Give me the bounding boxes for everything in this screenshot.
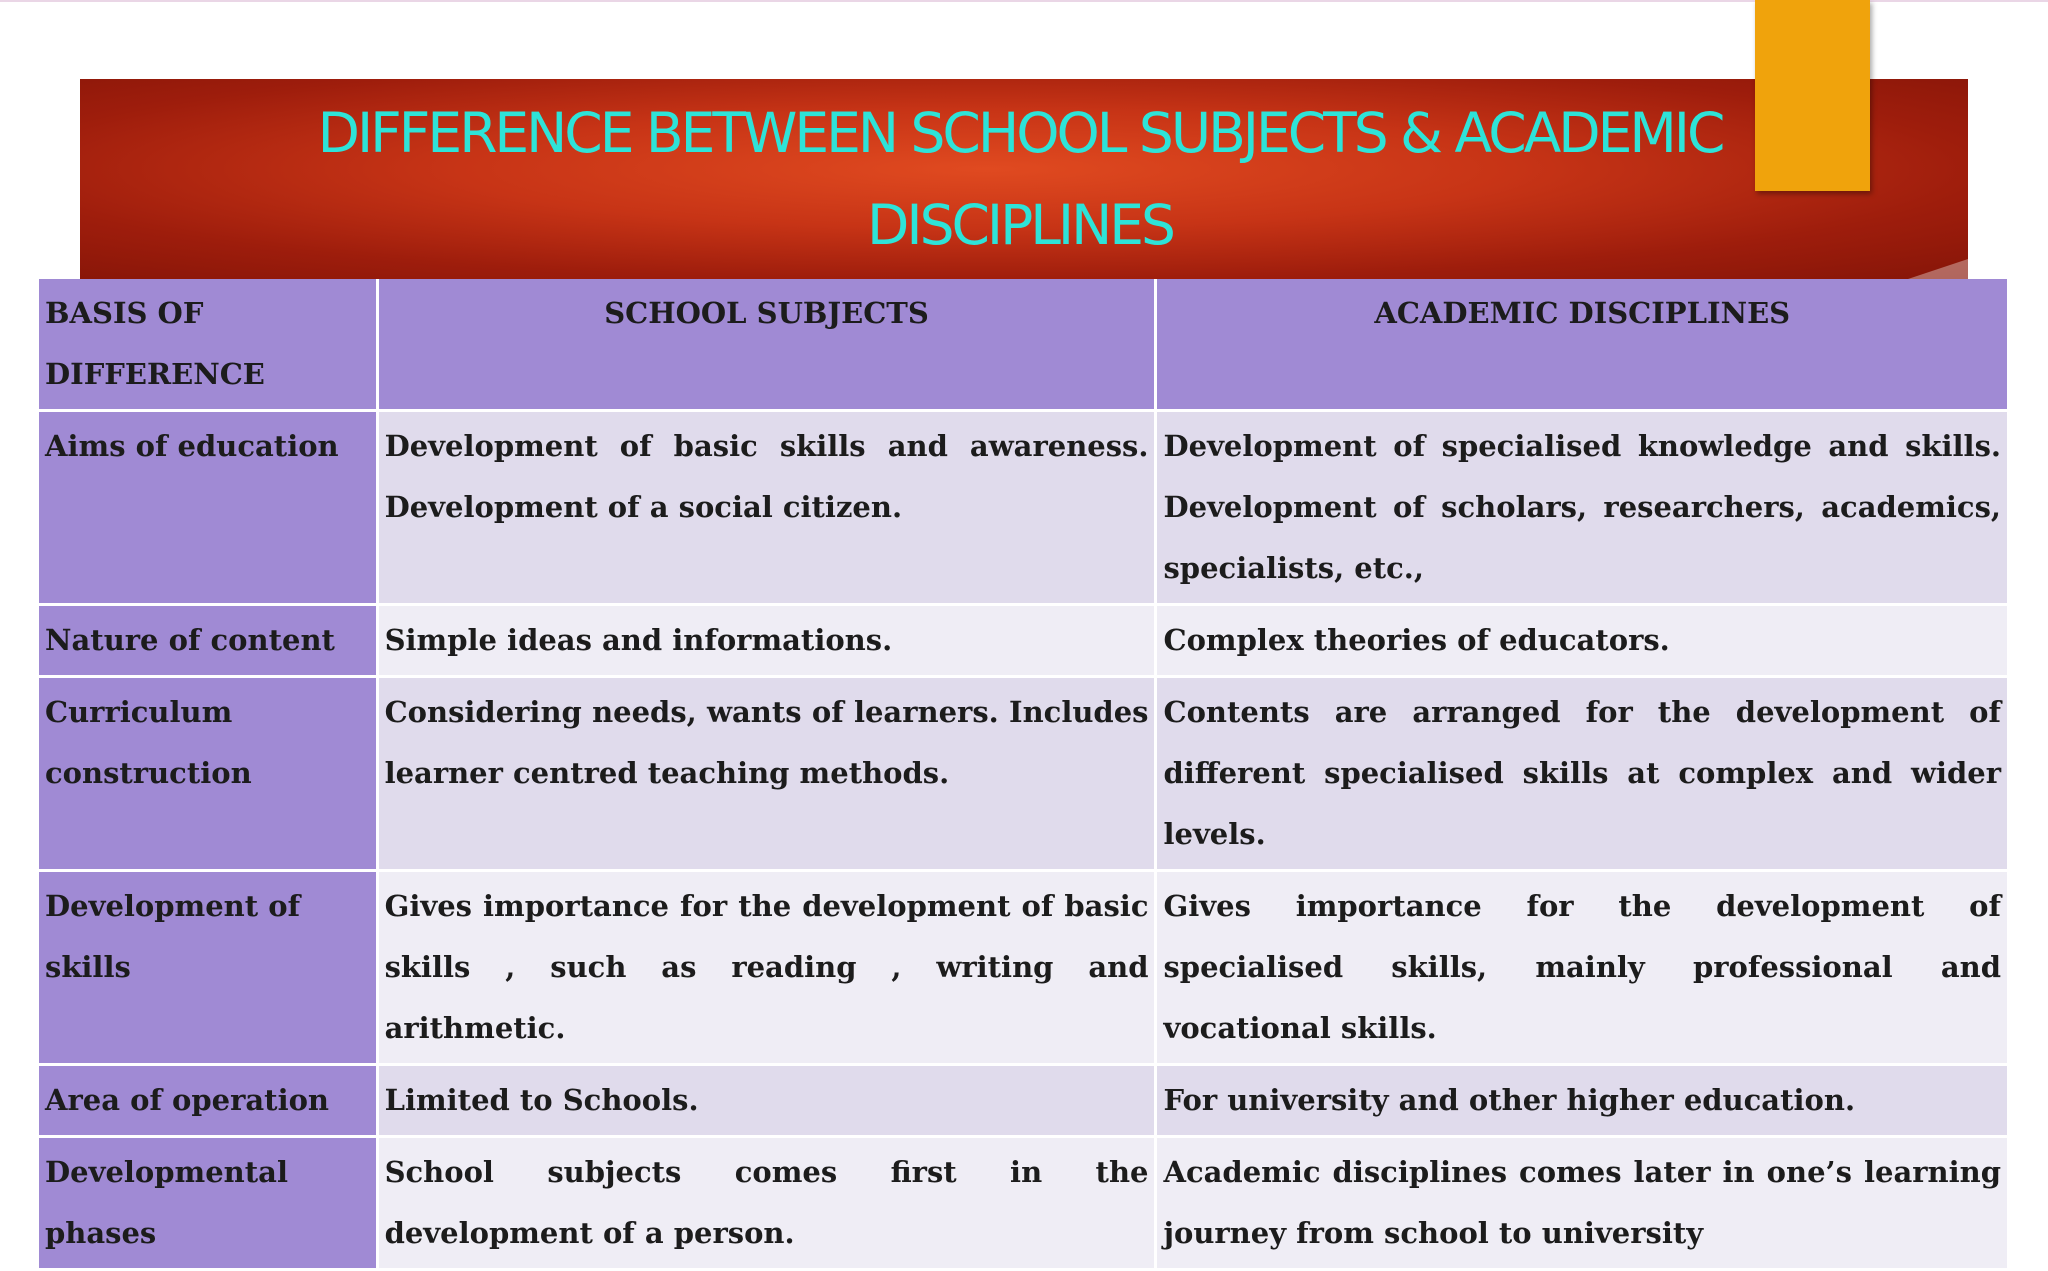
row-academic-disciplines: Development of specialised knowledge and skills. Development of scholars, researchers, academics, specialists, etc., (1157, 412, 2007, 603)
table-row (39, 1066, 2007, 1135)
header-basis: BASIS OF DIFFERENCE (39, 279, 376, 409)
table-row (39, 1138, 2007, 1268)
slide-title: DIFFERENCE BETWEEN SCHOOL SUBJECTS & ACADEMIC DISCIPLINES (317, 101, 1723, 257)
accent-tab (1755, 0, 1870, 191)
row-basis: Developmental phases (39, 1138, 376, 1268)
table-row (39, 678, 2007, 869)
row-school-subjects: Gives importance for the development of basic skills , such as reading , writing and arithmetic. (379, 872, 1155, 1063)
row-basis: Curriculum construction (39, 678, 376, 869)
table-header-row (39, 279, 2007, 409)
row-academic-disciplines: Academic disciplines comes later in one’s learning journey from school to university (1157, 1138, 2007, 1268)
row-academic-disciplines: Complex theories of educators. (1157, 606, 2007, 675)
row-school-subjects: Considering needs, wants of learners. Includes learner centred teaching methods. (379, 678, 1155, 869)
row-school-subjects: Limited to Schools. (379, 1066, 1155, 1135)
table-row (39, 872, 2007, 1063)
row-academic-disciplines: Gives importance for the development of specialised skills, mainly professional and vocational skills. (1157, 872, 2007, 1063)
table-row (39, 412, 2007, 603)
table-row (39, 606, 2007, 675)
row-basis: Nature of content (39, 606, 376, 675)
row-school-subjects: Development of basic skills and awareness. Development of a social citizen. (379, 412, 1155, 603)
header-academic-disciplines: ACADEMIC DISCIPLINES (1157, 279, 2007, 409)
row-basis: Aims of education (39, 412, 376, 603)
top-border-line (0, 0, 2048, 2)
row-school-subjects: Simple ideas and informations. (379, 606, 1155, 675)
row-academic-disciplines: For university and other higher education. (1157, 1066, 2007, 1135)
header-school-subjects: SCHOOL SUBJECTS (379, 279, 1155, 409)
row-academic-disciplines: Contents are arranged for the development of different specialised skills at complex and wider levels. (1157, 678, 2007, 869)
row-basis: Area of operation (39, 1066, 376, 1135)
comparison-table (36, 276, 2010, 1271)
title-banner (80, 79, 1968, 279)
row-school-subjects: School subjects comes first in the development of a person. (379, 1138, 1155, 1268)
row-basis: Development of skills (39, 872, 376, 1063)
